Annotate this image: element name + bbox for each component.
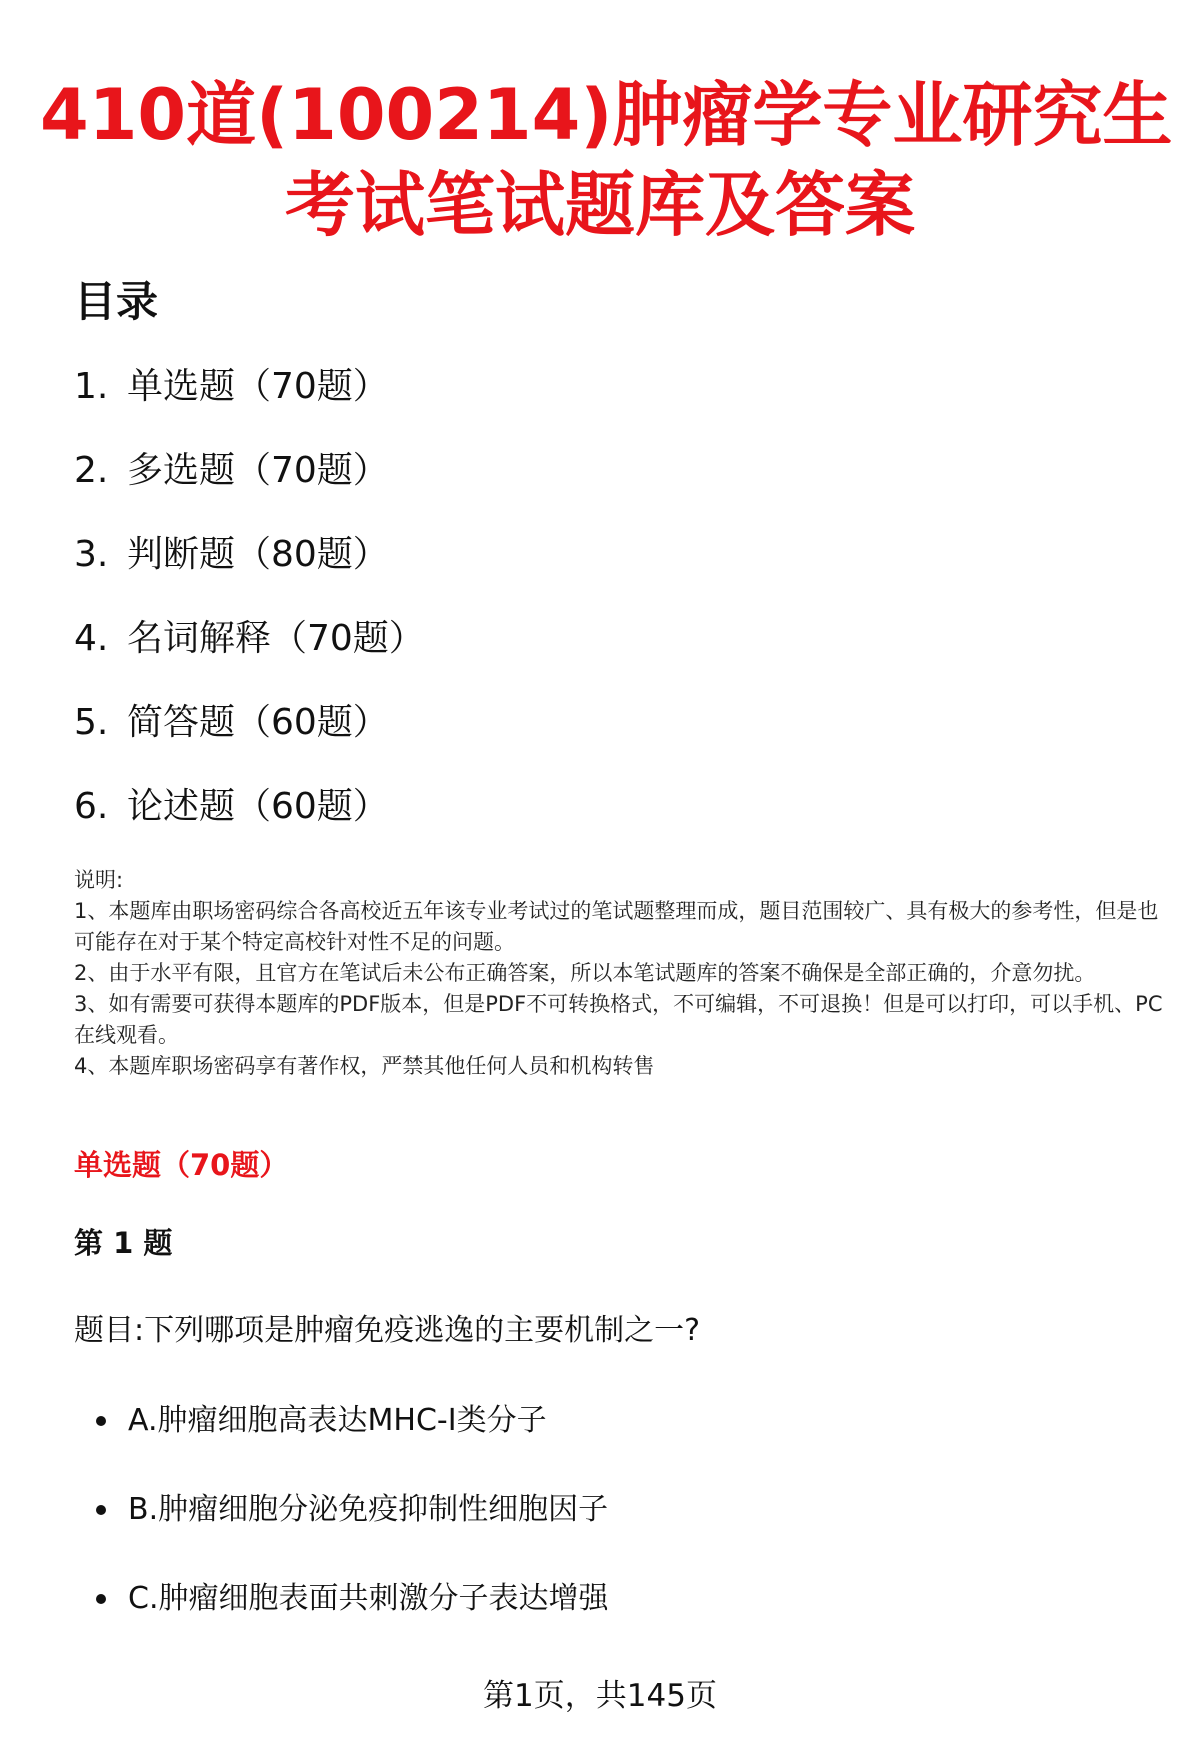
- toc-heading: 目录: [74, 277, 159, 326]
- table-of-contents: [74, 362, 425, 866]
- option-text: C.肿瘤细胞表面共刺激分子表达增强: [128, 1581, 609, 1616]
- note-item: 1、本题库由职场密码综合各高校近五年该专业考试过的笔试题整理而成，题目范围较广、具有极大的参考性，但是也可能存在对于某个特定高校针对性不足的问题。: [74, 899, 1159, 954]
- notes-block: [74, 865, 1164, 1082]
- title-line-1: 410道(100214)肿瘤学专业研究生: [40, 74, 1173, 156]
- toc-item-number: 1.: [74, 366, 109, 407]
- toc-item-number: 2.: [74, 450, 109, 491]
- title-line-2: 考试笔试题库及答案: [285, 164, 915, 246]
- bullet-icon: [96, 1416, 106, 1426]
- option-item-b: [96, 1489, 608, 1578]
- page-footer: 第1页，共145页: [483, 1678, 717, 1714]
- toc-item-label: 简答题（60题）: [127, 702, 389, 743]
- toc-item-label: 判断题（80题）: [127, 534, 389, 575]
- notes-heading: 说明:: [74, 868, 124, 892]
- toc-item-number: 6.: [74, 786, 109, 827]
- option-item-a: [96, 1400, 608, 1489]
- question-options: [96, 1400, 608, 1667]
- bullet-icon: [96, 1594, 106, 1604]
- bullet-icon: [96, 1505, 106, 1515]
- question-stem: 题目:下列哪项是肿瘤免疫逃逸的主要机制之一?: [74, 1313, 701, 1348]
- toc-item-label: 多选题（70题）: [127, 450, 389, 491]
- toc-item-multiple-choice: [74, 446, 425, 530]
- toc-item-short-answer: [74, 698, 425, 782]
- document-title: [40, 70, 1173, 250]
- toc-item-single-choice: [74, 362, 425, 446]
- toc-item-essay: [74, 782, 425, 866]
- toc-item-number: 5.: [74, 702, 109, 743]
- section-title: 单选题（70题）: [74, 1148, 289, 1182]
- toc-item-number: 3.: [74, 534, 109, 575]
- question-number: 第 1 题: [74, 1226, 173, 1260]
- option-text: B.肿瘤细胞分泌免疫抑制性细胞因子: [128, 1492, 609, 1527]
- toc-item-term-explanation: [74, 614, 425, 698]
- note-item: 2、由于水平有限，且官方在笔试后未公布正确答案，所以本笔试题库的答案不确保是全部正确的，介意勿扰。: [74, 961, 1096, 985]
- toc-item-label: 论述题（60题）: [127, 786, 389, 827]
- toc-item-true-false: [74, 530, 425, 614]
- note-item: 3、如有需要可获得本题库的PDF版本，但是PDF不可转换格式，不可编辑，不可退换！但是可以打印，可以手机、PC在线观看。: [74, 992, 1163, 1047]
- option-text: A.肿瘤细胞高表达MHC-I类分子: [128, 1403, 547, 1438]
- option-item-c: [96, 1578, 608, 1667]
- note-item: 4、本题库职场密码享有著作权，严禁其他任何人员和机构转售: [74, 1054, 655, 1078]
- toc-item-label: 名词解释（70题）: [127, 618, 425, 659]
- toc-item-number: 4.: [74, 618, 109, 659]
- toc-item-label: 单选题（70题）: [127, 366, 389, 407]
